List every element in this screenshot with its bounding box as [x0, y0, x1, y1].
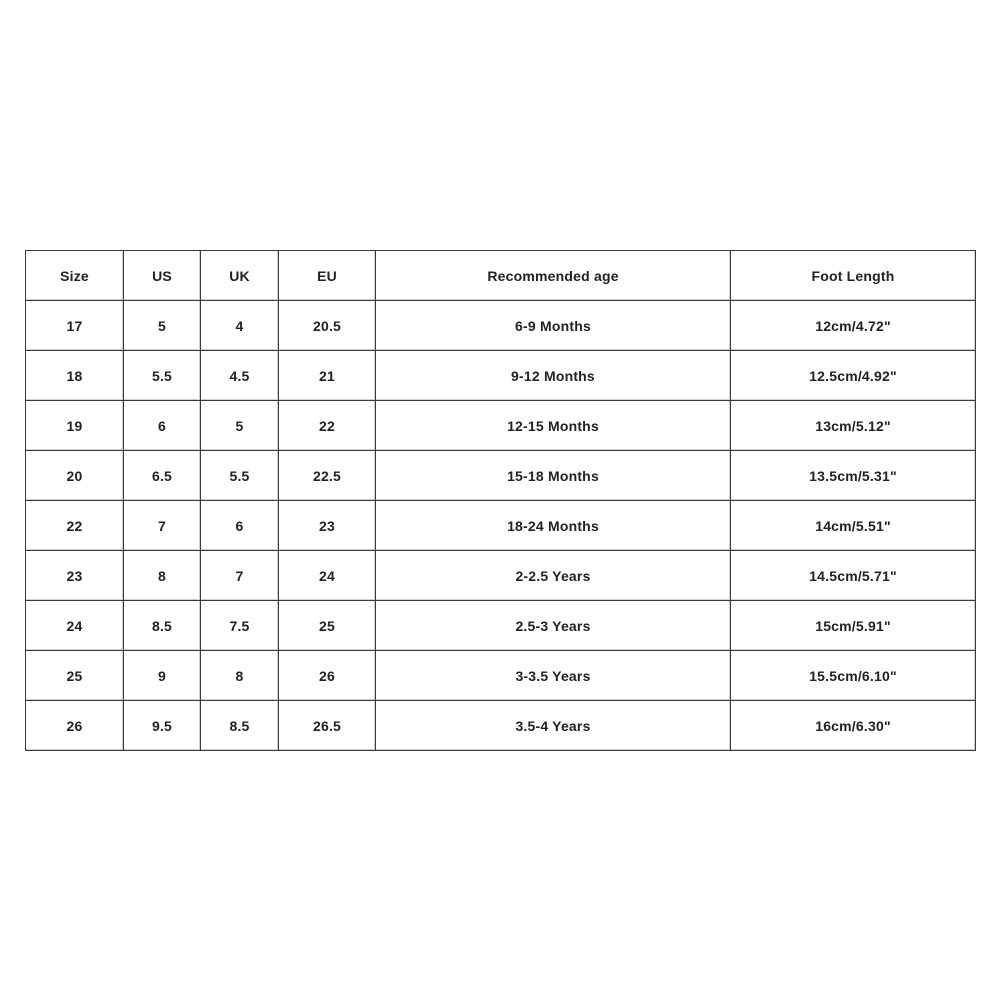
header-size: Size — [26, 251, 124, 301]
cell-us: 5.5 — [124, 351, 201, 401]
cell-eu: 24 — [279, 551, 376, 601]
cell-foot-length: 16cm/6.30" — [731, 701, 976, 751]
cell-recommended-age: 15-18 Months — [376, 451, 731, 501]
header-uk: UK — [201, 251, 279, 301]
cell-us: 7 — [124, 501, 201, 551]
cell-us: 9.5 — [124, 701, 201, 751]
cell-foot-length: 15.5cm/6.10" — [731, 651, 976, 701]
header-foot-length: Foot Length — [731, 251, 976, 301]
table-row — [26, 401, 976, 451]
header-eu: EU — [279, 251, 376, 301]
cell-us: 5 — [124, 301, 201, 351]
cell-foot-length: 12.5cm/4.92" — [731, 351, 976, 401]
table-row — [26, 651, 976, 701]
cell-size: 25 — [26, 651, 124, 701]
cell-size: 17 — [26, 301, 124, 351]
cell-foot-length: 15cm/5.91" — [731, 601, 976, 651]
cell-uk: 5 — [201, 401, 279, 451]
table-row — [26, 551, 976, 601]
cell-size: 20 — [26, 451, 124, 501]
table-row — [26, 501, 976, 551]
table-row — [26, 301, 976, 351]
table-row — [26, 351, 976, 401]
cell-recommended-age: 3.5-4 Years — [376, 701, 731, 751]
cell-size: 18 — [26, 351, 124, 401]
cell-uk: 8.5 — [201, 701, 279, 751]
cell-recommended-age: 2-2.5 Years — [376, 551, 731, 601]
cell-eu: 26 — [279, 651, 376, 701]
cell-us: 9 — [124, 651, 201, 701]
cell-size: 19 — [26, 401, 124, 451]
cell-uk: 7.5 — [201, 601, 279, 651]
cell-foot-length: 13cm/5.12" — [731, 401, 976, 451]
cell-us: 8.5 — [124, 601, 201, 651]
cell-us: 6.5 — [124, 451, 201, 501]
cell-eu: 21 — [279, 351, 376, 401]
cell-eu: 22.5 — [279, 451, 376, 501]
cell-recommended-age: 12-15 Months — [376, 401, 731, 451]
cell-eu: 22 — [279, 401, 376, 451]
cell-uk: 6 — [201, 501, 279, 551]
cell-uk: 8 — [201, 651, 279, 701]
cell-eu: 20.5 — [279, 301, 376, 351]
cell-uk: 4.5 — [201, 351, 279, 401]
cell-recommended-age: 6-9 Months — [376, 301, 731, 351]
cell-recommended-age: 18-24 Months — [376, 501, 731, 551]
header-row — [26, 251, 976, 301]
cell-recommended-age: 3-3.5 Years — [376, 651, 731, 701]
cell-size: 22 — [26, 501, 124, 551]
header-recommended-age: Recommended age — [376, 251, 731, 301]
cell-size: 24 — [26, 601, 124, 651]
cell-us: 8 — [124, 551, 201, 601]
table-row — [26, 601, 976, 651]
cell-uk: 7 — [201, 551, 279, 601]
cell-size: 23 — [26, 551, 124, 601]
table-row — [26, 701, 976, 751]
cell-foot-length: 12cm/4.72" — [731, 301, 976, 351]
cell-recommended-age: 2.5-3 Years — [376, 601, 731, 651]
size-chart-table — [25, 250, 976, 751]
cell-us: 6 — [124, 401, 201, 451]
cell-eu: 26.5 — [279, 701, 376, 751]
cell-uk: 5.5 — [201, 451, 279, 501]
cell-foot-length: 14cm/5.51" — [731, 501, 976, 551]
cell-eu: 25 — [279, 601, 376, 651]
header-us: US — [124, 251, 201, 301]
cell-foot-length: 14.5cm/5.71" — [731, 551, 976, 601]
cell-eu: 23 — [279, 501, 376, 551]
cell-size: 26 — [26, 701, 124, 751]
table-row — [26, 451, 976, 501]
cell-recommended-age: 9-12 Months — [376, 351, 731, 401]
cell-foot-length: 13.5cm/5.31" — [731, 451, 976, 501]
cell-uk: 4 — [201, 301, 279, 351]
